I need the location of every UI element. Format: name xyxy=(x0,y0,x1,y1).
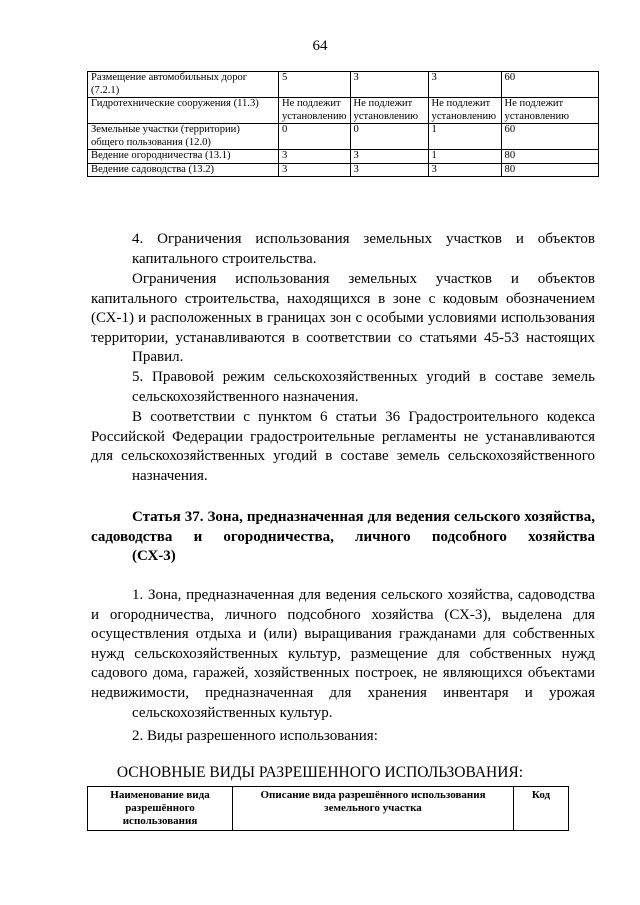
column-header: Наименование вида разрешённого использования xyxy=(88,787,233,831)
table-cell: Земельные участки (территории) общего пользования (12.0) xyxy=(88,124,279,150)
text-line: Правил. xyxy=(132,349,184,366)
text-line: осуществления отдыха и (или) выращивания гражданами для собственных xyxy=(91,626,595,643)
text-line: и огородничества, личного подсобного хозяйства (СХ-3), выделена для xyxy=(91,606,595,623)
table-cell: 80 xyxy=(501,150,598,164)
table-row xyxy=(88,72,599,98)
page-number: 64 xyxy=(312,38,328,54)
table-cell: 3 xyxy=(350,163,428,177)
text-line: недвижимости, предназначенная для хранения инвентаря и урожая xyxy=(91,684,595,701)
table-cell: 3 xyxy=(279,150,351,164)
paragraph-restrictions xyxy=(91,270,595,368)
table-row xyxy=(88,98,599,124)
table-cell: Не подлежит установлению xyxy=(501,98,598,124)
text-line: сельскохозяйственных культур. xyxy=(132,704,333,721)
text-line: (СХ-1) и расположенных в границах зон с особыми условиями использования xyxy=(91,310,595,327)
text-line: хозяйства, садоводства и огородничества, личного подсобного хозяйства xyxy=(91,509,596,545)
article-heading xyxy=(91,508,595,567)
table-cell: 80 xyxy=(501,163,598,177)
table-row xyxy=(88,124,599,150)
table-cell: 3 xyxy=(428,72,501,98)
table-cell: 60 xyxy=(501,72,598,98)
text-line: нужд сельскохозяйственных культур, размещение для собственных нужд xyxy=(91,645,595,662)
table-cell: 3 xyxy=(279,163,351,177)
table-caption: ОСНОВНЫЕ ВИДЫ РАЗРЕШЕННОГО ИСПОЛЬЗОВАНИЯ: xyxy=(116,764,524,781)
paragraph-article-36 xyxy=(91,408,595,486)
table-cell: 60 xyxy=(501,124,598,150)
table-cell: Размещение автомобильных дорог (7.2.1) xyxy=(88,72,279,98)
table-cell: Не подлежит установлению xyxy=(279,98,351,124)
column-header: Код xyxy=(514,787,569,831)
text-line: капитального строительства, находящихся в зоне с кодовым обозначением xyxy=(91,290,595,307)
text-line: 4. Ограничения использования земельных участков и объектов xyxy=(132,231,595,247)
table-cell: 0 xyxy=(350,124,428,150)
table-cell: 3 xyxy=(428,163,501,177)
text-line: для сельскохозяйственных угодий в составе земель сельскохозяйственного xyxy=(91,448,595,465)
paragraph-legal-regime xyxy=(91,368,595,407)
permitted-uses-table xyxy=(87,786,569,831)
paragraph-restrictions-heading xyxy=(91,230,595,269)
column-header: Описание вида разрешённого использования земельного участка xyxy=(233,787,514,831)
table-cell: Ведение садоводства (13.2) xyxy=(88,163,279,177)
text-line: назначения. xyxy=(132,467,208,484)
table-header-row xyxy=(88,787,569,831)
text-line: Ограничения использования земельных участков и объектов xyxy=(132,271,595,287)
table-cell: 1 xyxy=(428,124,501,150)
text-line: 5. Правовой режим сельскохозяйственных угодий в составе земель xyxy=(132,369,595,385)
text-line: В соответствии с пунктом 6 статьи 36 Градостроительного кодекса xyxy=(132,409,595,425)
text-line: Российской Федерации градостроительные регламенты не устанавливаются xyxy=(91,428,595,445)
text-line: 2. Виды разрешенного использования: xyxy=(132,728,378,744)
table-cell: 1 xyxy=(428,150,501,164)
text-line: 1. Зона, предназначенная для ведения сельского хозяйства, садоводства xyxy=(132,587,595,603)
table-cell: 3 xyxy=(350,72,428,98)
text-line: садового дома, гаражей, хозяйственных построек, не являющихся объектами xyxy=(91,665,595,682)
table-cell: 3 xyxy=(350,150,428,164)
text-line: сельскохозяйственного назначения. xyxy=(132,388,359,405)
text-line: территории, устанавливаются в соответствии со статьями 45-53 настоящих xyxy=(91,329,595,346)
text-line: Статья 37. Зона, предназначенная для ведения сельского xyxy=(132,509,521,525)
table-cell: 5 xyxy=(279,72,351,98)
table-row xyxy=(88,163,599,177)
table-cell: Не подлежит установлению xyxy=(428,98,501,124)
table-cell: 0 xyxy=(279,124,351,150)
table-cell: Гидротехнические сооружения (11.3) xyxy=(88,98,279,124)
text-line: (СХ-3) xyxy=(132,548,176,565)
table-cell: Не подлежит установлению xyxy=(350,98,428,124)
paragraph-zone-description xyxy=(91,586,595,723)
paragraph-permitted-uses xyxy=(91,727,595,747)
setback-table xyxy=(87,71,599,177)
table-row xyxy=(88,150,599,164)
table-cell: Ведение огородничества (13.1) xyxy=(88,150,279,164)
text-line: капитального строительства. xyxy=(132,250,317,267)
